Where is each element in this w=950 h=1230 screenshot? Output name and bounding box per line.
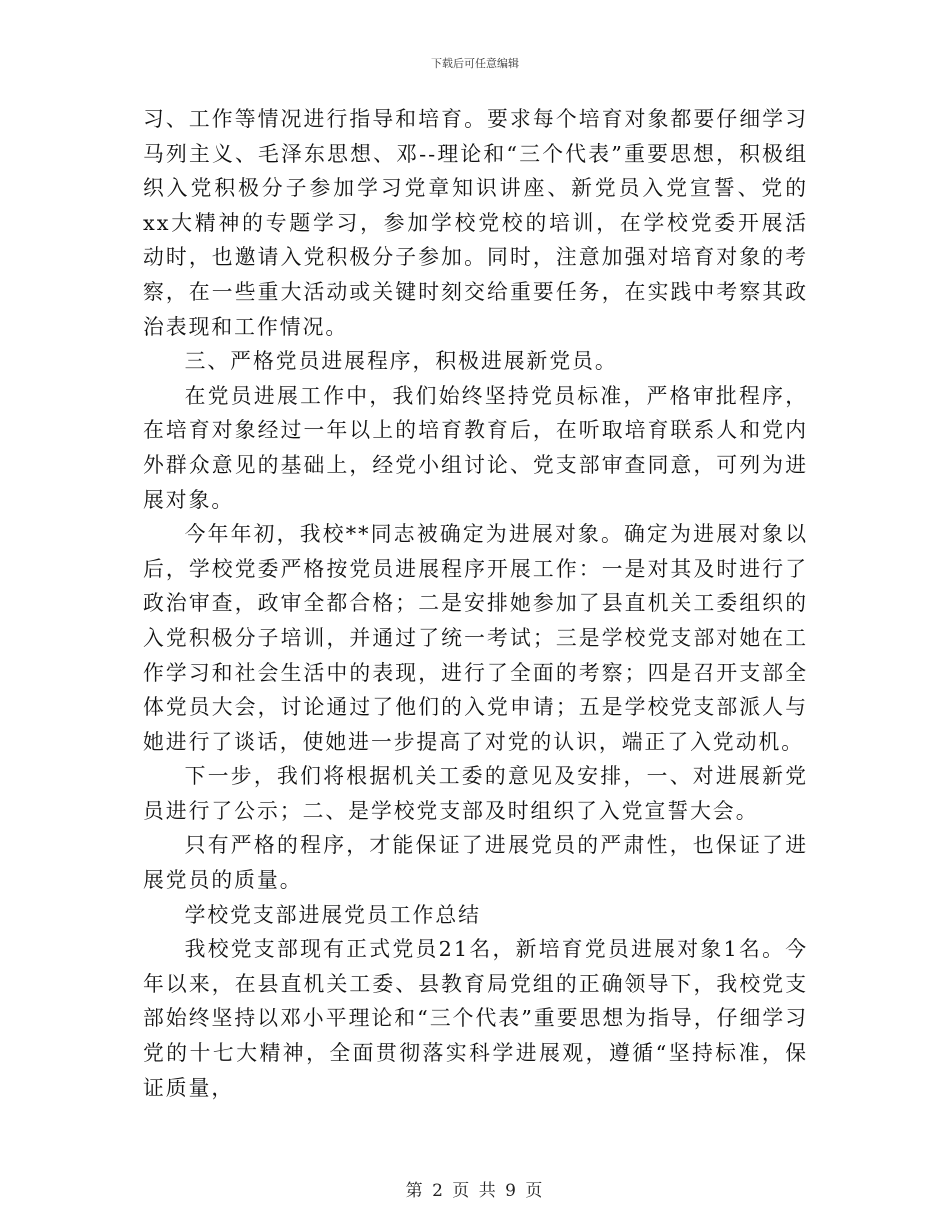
paragraph: 在党员进展工作中，我们始终坚持党员标准，严格审批程序，在培育对象经过一年以上的培育教育后，在听取培育联系人和党内外群众意见的基础上，经党小组讨论、党支部审查同意，可列为进展对象。	[143, 383, 808, 512]
paragraph: 下一步，我们将根据机关工委的意见及安排，一、对进展新党员进行了公示；二、是学校党支部及时组织了入党宣誓大会。	[143, 764, 808, 823]
paragraph: 今年年初，我校**同志被确定为进展对象。确定为进展对象以后，学校党委严格按党员进展程序开展工作：一是对其及时进行了政治审查，政审全都合格；二是安排她参加了县直机关工委组织的入党积极分子培训，并通过了统一考试；三是学校党支部对她在工作学习和社会生活中的表现，进行了全面的考察；四是召开支部全体党员大会，讨论通过了他们的入党申请；五是学校党支部派人与她进行了谈话，使她进一步提高了对党的认识，端正了入党动机。	[143, 522, 808, 754]
page-header: 下载后可任意编辑	[431, 57, 519, 70]
paragraph: 我校党支部现有正式党员21名，新培育党员进展对象1名。今年以来，在县直机关工委、县教育局党组的正确领导下，我校党支部始终坚持以邓小平理论和“三个代表”重要思想为指导，仔细学习党的十七大精神，全面贯彻落实科学进展观，遵循“坚持标准，保证质量，	[143, 937, 808, 1100]
paragraph-continuation: 习、工作等情况进行指导和培育。要求每个培育对象都要仔细学习马列主义、毛泽东思想、邓--理论和“三个代表”重要思想，积极组织入党积极分子参加学习党章知识讲座、新党员入党宣誓、党的xx大精神的专题学习，参加学校党校的培训，在学校党委开展活动时，也邀请入党积极分子参加。同时，注意加强对培育对象的考察，在一些重大活动或关键时刻交给重要任务，在实践中考察其政治表现和工作情况。	[143, 107, 808, 339]
document-body	[143, 102, 808, 1105]
section-heading: 三、严格党员进展程序，积极进展新党员。	[184, 349, 618, 374]
page-number: 第 2 页 共 9 页	[405, 1181, 545, 1201]
document-title: 学校党支部进展党员工作总结	[184, 902, 481, 927]
paragraph: 只有严格的程序，才能保证了进展党员的严肃性，也保证了进展党员的质量。	[143, 833, 808, 893]
